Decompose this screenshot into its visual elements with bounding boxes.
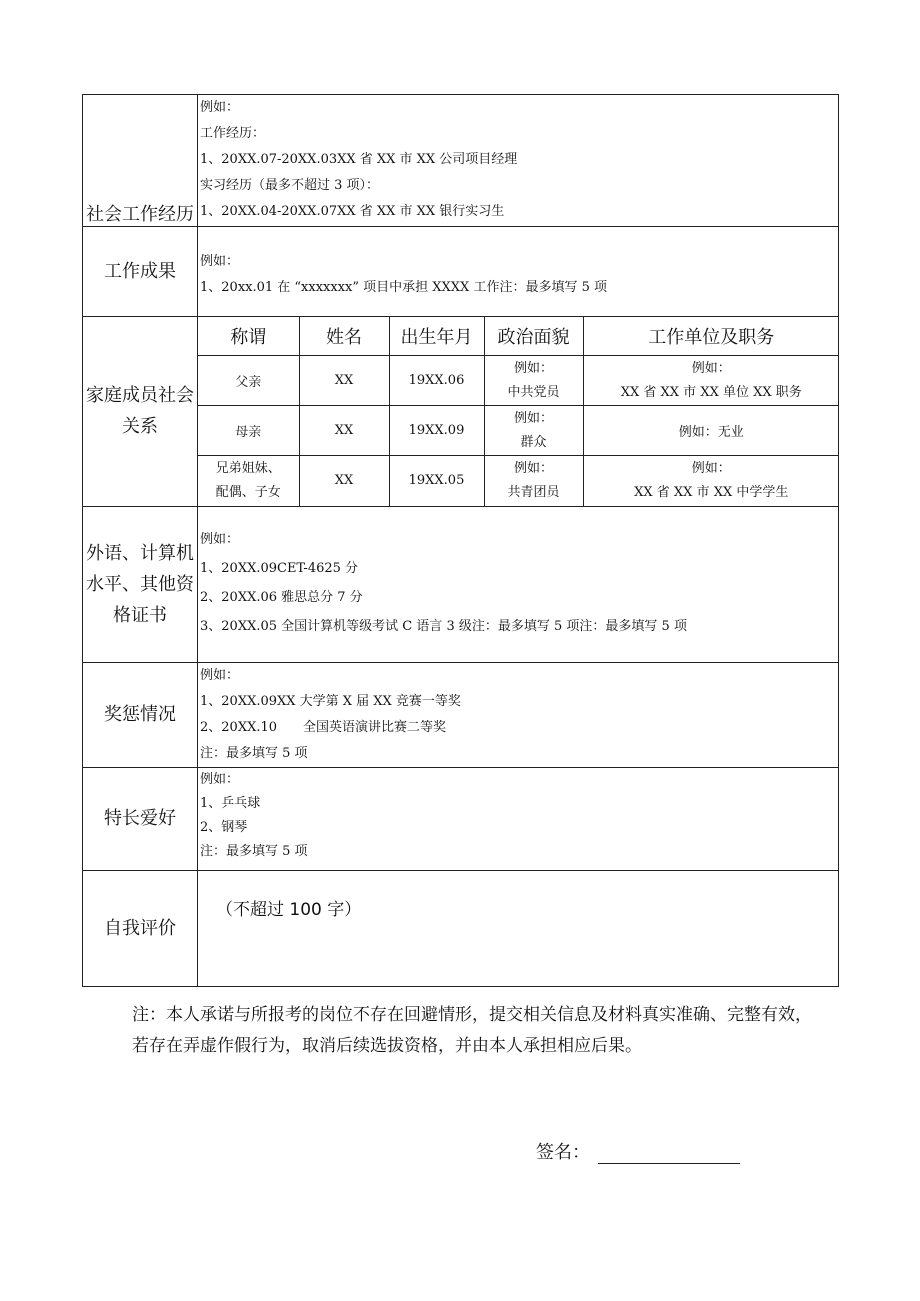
siblings-work-example: 例如： xyxy=(691,460,731,476)
language-field[interactable] xyxy=(198,506,839,662)
hobbies-line-1: 例如： xyxy=(200,771,240,787)
achievements-field[interactable] xyxy=(198,227,839,317)
awards-line-3: 2、20XX.10 全国英语演讲比赛二等奖 xyxy=(200,719,446,735)
family-row-siblings[interactable] xyxy=(198,456,839,506)
self-eval-field[interactable] xyxy=(198,870,839,986)
hobbies-line-4: 注：最多填写 5 项 xyxy=(200,843,308,859)
hobbies-label: 特长爱好 xyxy=(83,767,198,870)
achievements-line-1: 例如： xyxy=(200,254,240,269)
work-line-3: 1、20XX.07-20XX.03XX 省 XX 市 XX 公司项目经理 xyxy=(200,152,518,167)
hobbies-line-2: 1、乒乓球 xyxy=(200,795,261,811)
work-line-5: 1、20XX.04-20XX.07XX 省 XX 市 XX 银行实习生 xyxy=(200,204,505,219)
siblings-work-value: XX 省 XX 市 XX 中学学生 xyxy=(634,484,789,500)
family-table-cell xyxy=(198,317,839,507)
family-label xyxy=(83,317,198,507)
achievements-line-2: 1、20xx.01 在 “xxxxxxx” 项目中承担 XXXX 工作注：最多填写 5 项 xyxy=(200,280,607,295)
header-birth: 出生年月 xyxy=(389,317,484,356)
work-experience-field[interactable] xyxy=(198,95,839,227)
father-politics-value: 中共党员 xyxy=(507,384,560,400)
language-line-2: 1、20XX.09CET-4625 分 xyxy=(200,560,359,576)
family-label-line-2: 关系 xyxy=(122,416,158,438)
signature-label: 签名： xyxy=(536,1142,590,1163)
family-row-father[interactable] xyxy=(198,356,839,406)
header-name: 姓名 xyxy=(299,317,389,356)
family-label-line-1: 家庭成员社会 xyxy=(86,385,194,407)
self-eval-placeholder: （不超过 100 字） xyxy=(216,899,362,920)
self-eval-row xyxy=(83,870,839,986)
achievements-row xyxy=(83,227,839,317)
mother-name[interactable]: XX xyxy=(299,406,389,456)
application-form-table xyxy=(82,94,839,987)
family-row-mother[interactable] xyxy=(198,406,839,456)
self-eval-label: 自我评价 xyxy=(83,870,198,986)
father-name[interactable]: XX xyxy=(299,356,389,406)
father-work[interactable] xyxy=(583,356,839,406)
family-header-row xyxy=(198,317,839,356)
siblings-name[interactable]: XX xyxy=(299,456,389,506)
commitment-note: 注：本人承诺与所报考的岗位不存在回避情形，提交相关信息及材料真实准确、完整有效，若存在弄虚作假行为，取消后续选拔资格，并由本人承担相应后果。 xyxy=(132,1005,812,1056)
siblings-birth[interactable]: 19XX.05 xyxy=(389,456,484,506)
father-work-value: XX 省 XX 市 XX 单位 XX 职务 xyxy=(620,384,802,400)
father-work-example: 例如： xyxy=(691,360,731,376)
mother-work[interactable]: 例如：无业 xyxy=(583,406,839,456)
language-label-line-1: 外语、计算机 xyxy=(86,542,194,564)
mother-politics-example: 例如： xyxy=(513,410,553,426)
father-birth[interactable]: 19XX.06 xyxy=(389,356,484,406)
father-politics-example: 例如： xyxy=(513,360,553,376)
achievements-label: 工作成果 xyxy=(83,227,198,317)
siblings-politics-example: 例如： xyxy=(513,460,553,476)
father-relation: 父亲 xyxy=(198,356,299,406)
language-line-1: 例如： xyxy=(200,531,240,547)
signature-line[interactable] xyxy=(598,1143,740,1164)
work-line-4: 实习经历（最多不超过 3 项）： xyxy=(200,178,380,193)
siblings-relation xyxy=(198,456,299,506)
signature-area xyxy=(536,1138,740,1164)
family-row xyxy=(83,317,839,507)
work-experience-row xyxy=(83,95,839,227)
hobbies-field[interactable] xyxy=(198,767,839,870)
awards-field[interactable] xyxy=(198,662,839,767)
work-line-1: 例如： xyxy=(200,100,240,115)
language-line-4: 3、20XX.05 全国计算机等级考试 C 语言 3 级注：最多填写 5 项注：最多填写 5 项 xyxy=(200,618,687,634)
siblings-relation-line-1: 兄弟姐妹、 xyxy=(215,460,281,476)
header-work: 工作单位及职务 xyxy=(583,317,839,356)
mother-politics[interactable] xyxy=(484,406,583,456)
header-relation: 称谓 xyxy=(198,317,299,356)
siblings-relation-line-2: 配偶、子女 xyxy=(215,484,281,500)
work-experience-label: 社会工作经历 xyxy=(83,95,198,227)
language-label-line-2: 水平、其他资 xyxy=(86,573,194,595)
awards-line-4: 注：最多填写 5 项 xyxy=(200,745,308,761)
header-politics: 政治面貌 xyxy=(484,317,583,356)
language-row xyxy=(83,506,839,662)
siblings-politics[interactable] xyxy=(484,456,583,506)
awards-line-2: 1、20XX.09XX 大学第 X 届 XX 竞赛一等奖 xyxy=(200,693,461,709)
hobbies-row xyxy=(83,767,839,870)
awards-line-1: 例如： xyxy=(200,667,240,683)
language-label xyxy=(83,506,198,662)
siblings-politics-value: 共青团员 xyxy=(507,484,560,500)
mother-relation: 母亲 xyxy=(198,406,299,456)
father-politics[interactable] xyxy=(484,356,583,406)
language-label-line-3: 格证书 xyxy=(113,604,167,626)
work-line-2: 工作经历： xyxy=(200,126,266,141)
family-table xyxy=(198,317,839,506)
language-line-3: 2、20XX.06 雅思总分 7 分 xyxy=(200,589,363,605)
hobbies-line-3: 2、钢琴 xyxy=(200,819,248,835)
mother-birth[interactable]: 19XX.09 xyxy=(389,406,484,456)
siblings-work[interactable] xyxy=(583,456,839,506)
awards-label: 奖惩情况 xyxy=(83,662,198,767)
mother-politics-value: 群众 xyxy=(520,434,547,450)
awards-row xyxy=(83,662,839,767)
